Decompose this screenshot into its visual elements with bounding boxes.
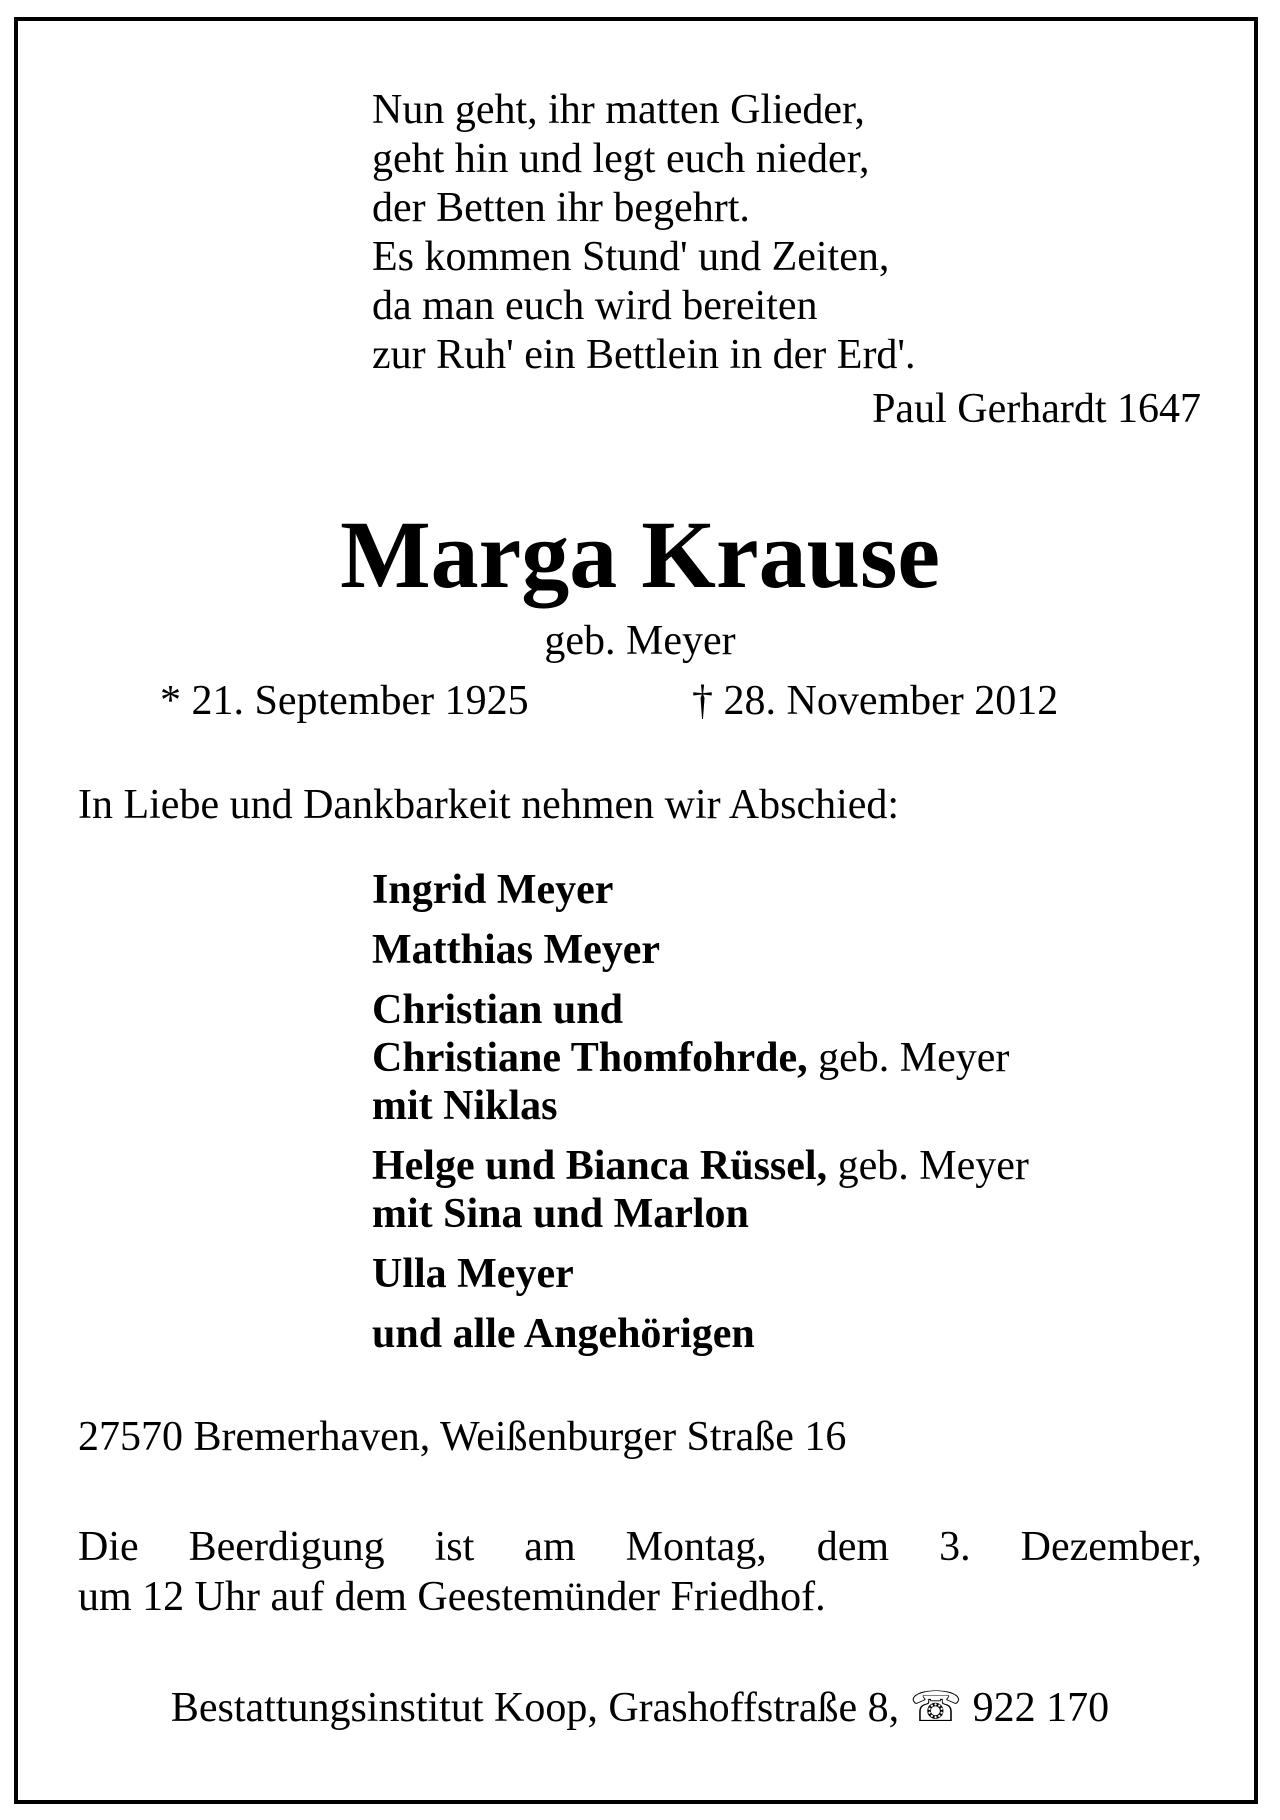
maiden-name: geb. Meyer: [544, 618, 736, 664]
deceased-name: Marga Krause: [340, 501, 940, 608]
mourner-group: [372, 1250, 1029, 1298]
burial-line: Die Beerdigung ist am Montag, dem 3. Dezember,: [78, 1524, 1202, 1570]
burial-line: um 12 Uhr auf dem Geestemünder Friedhof.: [78, 1574, 826, 1620]
mourner-group: [372, 1142, 1029, 1238]
mourner-name: Helge und Bianca Rüssel,: [372, 1143, 828, 1189]
mourner-nee: geb. Meyer: [807, 1035, 1010, 1081]
poem: [372, 86, 916, 380]
poem-line: da man euch wird bereiten: [372, 283, 818, 329]
mourner-name: Matthias Meyer: [372, 927, 661, 973]
poem-line: Es kommen Stund' und Zeiten,: [372, 234, 890, 280]
mourner-name: Christian und: [372, 987, 623, 1033]
mourner-line: [372, 1034, 1029, 1082]
mourner-relatives: und alle Angehörigen: [372, 1311, 755, 1357]
family-address: 27570 Bremerhaven, Weißenburger Straße 16: [78, 1414, 847, 1460]
poem-line: zur Ruh' ein Bettlein in der Erd'.: [372, 332, 916, 378]
mourner-child: mit Sina und Marlon: [372, 1191, 749, 1237]
poem-author: Paul Gerhardt 1647: [872, 386, 1201, 432]
mourner-nee: geb. Meyer: [827, 1143, 1029, 1189]
burial-info: [78, 1522, 1202, 1622]
poem-line: der Betten ihr begehrt.: [372, 185, 750, 231]
death-date: † 28. November 2012: [692, 678, 1059, 724]
mourner-line: [372, 1142, 1029, 1190]
mourner-child: mit Niklas: [372, 1083, 558, 1129]
mourner-group: [372, 866, 1029, 914]
mourner-group: [372, 1310, 1029, 1358]
undertaker-text: Bestattungsinstitut Koop, Grashoffstraße 8,: [170, 1685, 910, 1731]
mourners-list: [372, 866, 1029, 1370]
mourner-group: [372, 926, 1029, 974]
farewell-text: In Liebe und Dankbarkeit nehmen wir Abschied:: [78, 782, 900, 828]
mourner-name: Christiane Thomfohrde,: [372, 1035, 808, 1081]
mourner-group: [372, 986, 1029, 1130]
mourner-name: Ulla Meyer: [372, 1251, 574, 1297]
birth-date: * 21. September 1925: [160, 678, 529, 724]
undertaker-phone: 922 170: [962, 1685, 1110, 1731]
telephone-icon: ☏: [909, 1685, 963, 1731]
mourner-name: Ingrid Meyer: [372, 867, 614, 913]
undertaker-info: [0, 1683, 1280, 1733]
poem-line: geht hin und legt euch nieder,: [372, 136, 870, 182]
poem-line: Nun geht, ihr matten Glieder,: [372, 87, 865, 133]
